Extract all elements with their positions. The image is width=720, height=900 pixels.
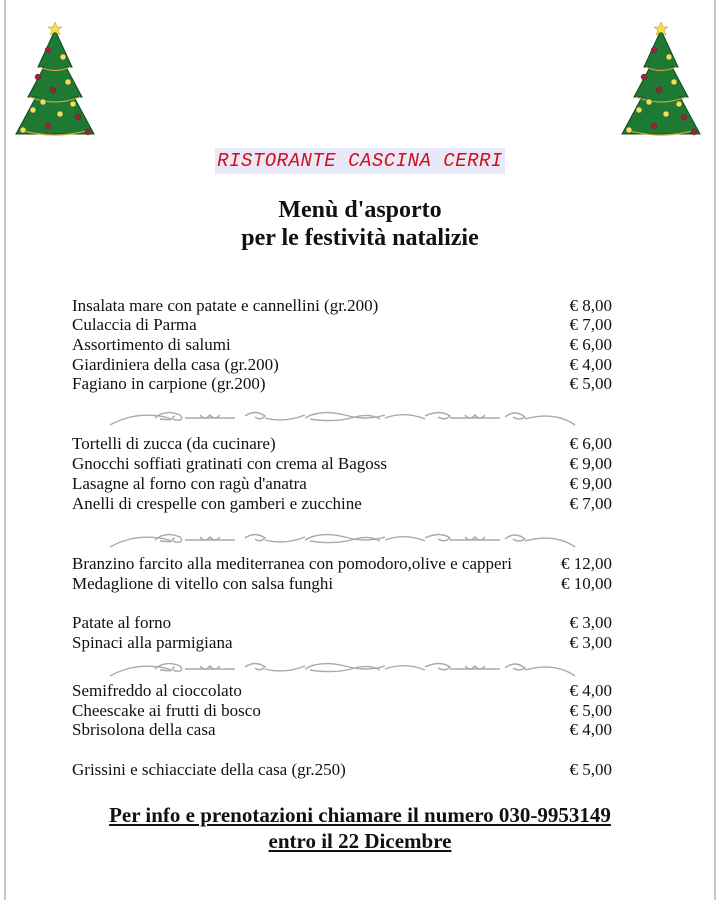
christmas-tree-icon [614, 22, 709, 140]
menu-item-price: € 6,00 [569, 434, 612, 453]
menu-item-name: Gnocchi soffiati gratinati con crema al Bagoss [72, 454, 388, 473]
menu-item-name: Culaccia di Parma [72, 315, 197, 334]
menu-item-price: € 6,00 [569, 335, 612, 354]
menu-item-name: Assortimento di salumi [72, 335, 231, 354]
menu-item [72, 454, 612, 474]
menu-item-price: € 4,00 [569, 355, 612, 374]
menu-item [72, 434, 612, 454]
menu-item [72, 374, 612, 394]
menu-item-price: € 4,00 [569, 720, 612, 739]
page-border-left [4, 0, 6, 900]
page-border-right [714, 0, 716, 900]
menu-item [72, 554, 612, 574]
menu-item-price: € 5,00 [569, 760, 612, 779]
menu-item-price: € 12,00 [561, 554, 612, 573]
menu-item [72, 701, 612, 721]
menu-item [72, 613, 612, 633]
menu-item [72, 681, 612, 701]
menu-item [72, 474, 612, 494]
title-line-2: per le festività natalizie [241, 225, 479, 251]
ornament-divider [105, 407, 580, 429]
menu-item-name: Tortelli di zucca (da cucinare) [72, 434, 276, 453]
menu-item-price: € 7,00 [569, 315, 612, 334]
menu-item-name: Semifreddo al cioccolato [72, 681, 242, 700]
menu-item-price: € 9,00 [569, 454, 612, 473]
menu-item [72, 633, 612, 653]
menu-item-name: Grissini e schiacciate della casa (gr.250) [72, 760, 346, 779]
christmas-tree-icon [8, 22, 103, 140]
menu-item-price: € 5,00 [569, 374, 612, 393]
menu-item [72, 720, 612, 740]
menu-item-name: Insalata mare con patate e cannellini (gr.200) [72, 296, 379, 315]
menu-item-price: € 7,00 [569, 494, 612, 513]
menu-item-name: Patate al forno [72, 613, 172, 632]
menu-item-name: Giardiniera della casa (gr.200) [72, 355, 279, 374]
menu-item [72, 494, 612, 514]
menu-item [72, 355, 612, 375]
menu-item-price: € 3,00 [569, 613, 612, 632]
page-title [0, 196, 720, 252]
title-line-1: Menù d'asporto [278, 197, 442, 223]
menu-item-price: € 3,00 [569, 633, 612, 652]
menu-item [72, 315, 612, 335]
footer-info: Per info e prenotazioni chiamare il numero 030-9953149 [109, 803, 611, 827]
menu-item-price: € 5,00 [569, 701, 612, 720]
menu-item-price: € 8,00 [569, 296, 612, 315]
menu-item-price: € 4,00 [569, 681, 612, 700]
menu-item-price: € 10,00 [561, 574, 612, 593]
menu-item-name: Medaglione di vitello con salsa funghi [72, 574, 334, 593]
menu-item-price: € 9,00 [569, 474, 612, 493]
restaurant-name: RISTORANTE CASCINA CERRI [217, 150, 503, 172]
menu-item [72, 296, 612, 316]
ornament-divider [105, 658, 580, 680]
footer-deadline: entro il 22 Dicembre [268, 829, 452, 853]
menu-item-name: Sbrisolona della casa [72, 720, 216, 739]
menu-item [72, 335, 612, 355]
menu-item-name: Lasagne al forno con ragù d'anatra [72, 474, 307, 493]
ornament-divider [105, 529, 580, 551]
menu-item-name: Branzino farcito alla mediterranea con pomodoro,olive e capperi [72, 554, 512, 573]
menu-item-name: Fagiano in carpione (gr.200) [72, 374, 266, 393]
menu-item [72, 574, 612, 594]
menu-item-name: Spinaci alla parmigiana [72, 633, 233, 652]
menu-item-name: Cheescake ai frutti di bosco [72, 701, 261, 720]
menu-item-name: Anelli di crespelle con gamberi e zucchine [72, 494, 362, 513]
menu-item [72, 760, 612, 780]
